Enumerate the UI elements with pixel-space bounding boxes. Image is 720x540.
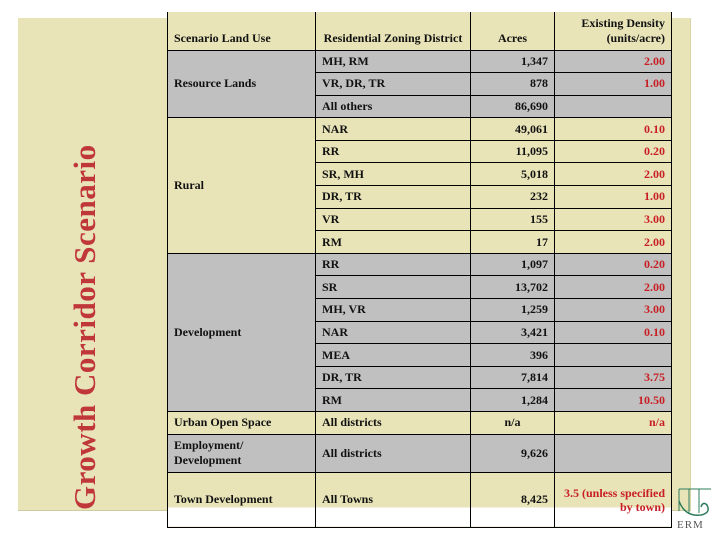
acres-cell: 396 <box>471 344 555 367</box>
table-row <box>168 412 672 435</box>
acres-cell: 49,061 <box>471 118 555 141</box>
density-cell: 2.00 <box>555 163 672 186</box>
acres-cell: 11,095 <box>471 140 555 163</box>
density-cell: 0.10 <box>555 321 672 344</box>
zoning-cell: All districts <box>316 412 471 435</box>
zoning-cell: All districts <box>316 434 471 472</box>
acres-cell: 86,690 <box>471 95 555 118</box>
land-use-cell: Urban Open Space <box>168 412 316 435</box>
zoning-cell: All others <box>316 95 471 118</box>
density-cell: 0.10 <box>555 118 672 141</box>
density-cell: 1.00 <box>555 186 672 209</box>
zoning-cell: DR, TR <box>316 186 471 209</box>
zoning-cell: SR <box>316 276 471 299</box>
acres-cell: 1,284 <box>471 389 555 412</box>
density-cell <box>555 344 672 367</box>
land-use-cell: Town Development <box>168 472 316 527</box>
density-cell: 3.75 <box>555 366 672 389</box>
zoning-cell: RR <box>316 253 471 276</box>
density-cell: 0.20 <box>555 253 672 276</box>
land-use-cell: Development <box>168 253 316 411</box>
zoning-cell: RR <box>316 140 471 163</box>
acres-cell: 232 <box>471 186 555 209</box>
land-use-cell: Resource Lands <box>168 50 316 118</box>
zoning-cell: RM <box>316 389 471 412</box>
zoning-cell: MEA <box>316 344 471 367</box>
table-row <box>168 434 672 472</box>
density-cell <box>555 95 672 118</box>
acres-cell: 1,097 <box>471 253 555 276</box>
acres-cell: 5,018 <box>471 163 555 186</box>
zoning-cell: DR, TR <box>316 366 471 389</box>
acres-cell: 8,425 <box>471 472 555 527</box>
header-acres: Acres <box>471 12 555 50</box>
header-density: Existing Density (units/acre) <box>555 12 672 50</box>
acres-cell: 1,259 <box>471 299 555 322</box>
acres-cell: 1,347 <box>471 50 555 73</box>
land-use-cell: Rural <box>168 118 316 254</box>
acres-cell: 17 <box>471 231 555 254</box>
table-header-row <box>168 12 672 50</box>
density-cell: 10.50 <box>555 389 672 412</box>
table-row <box>168 118 672 141</box>
density-cell: 3.00 <box>555 208 672 231</box>
acres-cell: 7,814 <box>471 366 555 389</box>
zoning-cell: MH, VR <box>316 299 471 322</box>
density-cell: n/a <box>555 412 672 435</box>
zoning-cell: NAR <box>316 118 471 141</box>
acres-cell: 878 <box>471 73 555 96</box>
erm-logo-text: ERM <box>677 519 704 531</box>
zoning-cell: RM <box>316 231 471 254</box>
density-cell: 3.5 (unless specified by town) <box>555 472 672 527</box>
density-cell: 1.00 <box>555 73 672 96</box>
density-cell: 2.00 <box>555 231 672 254</box>
zoning-cell: All Towns <box>316 472 471 527</box>
acres-cell: 13,702 <box>471 276 555 299</box>
page-title: Growth Corridor Scenario <box>67 144 102 510</box>
header-zoning: Residential Zoning District <box>316 12 471 50</box>
zoning-cell: MH, RM <box>316 50 471 73</box>
acres-cell: n/a <box>471 412 555 435</box>
density-cell <box>555 434 672 472</box>
acres-cell: 9,626 <box>471 434 555 472</box>
table-row <box>168 253 672 276</box>
land-use-table <box>167 12 672 528</box>
zoning-cell: SR, MH <box>316 163 471 186</box>
table-row <box>168 50 672 73</box>
table-row <box>168 472 672 527</box>
zoning-cell: VR <box>316 208 471 231</box>
zoning-cell: VR, DR, TR <box>316 73 471 96</box>
zoning-cell: NAR <box>316 321 471 344</box>
density-cell: 3.00 <box>555 299 672 322</box>
land-use-cell: Employment/ Development <box>168 434 316 472</box>
density-cell: 2.00 <box>555 276 672 299</box>
header-land-use: Scenario Land Use <box>168 12 316 50</box>
acres-cell: 155 <box>471 208 555 231</box>
density-cell: 2.00 <box>555 50 672 73</box>
acres-cell: 3,421 <box>471 321 555 344</box>
density-cell: 0.20 <box>555 140 672 163</box>
